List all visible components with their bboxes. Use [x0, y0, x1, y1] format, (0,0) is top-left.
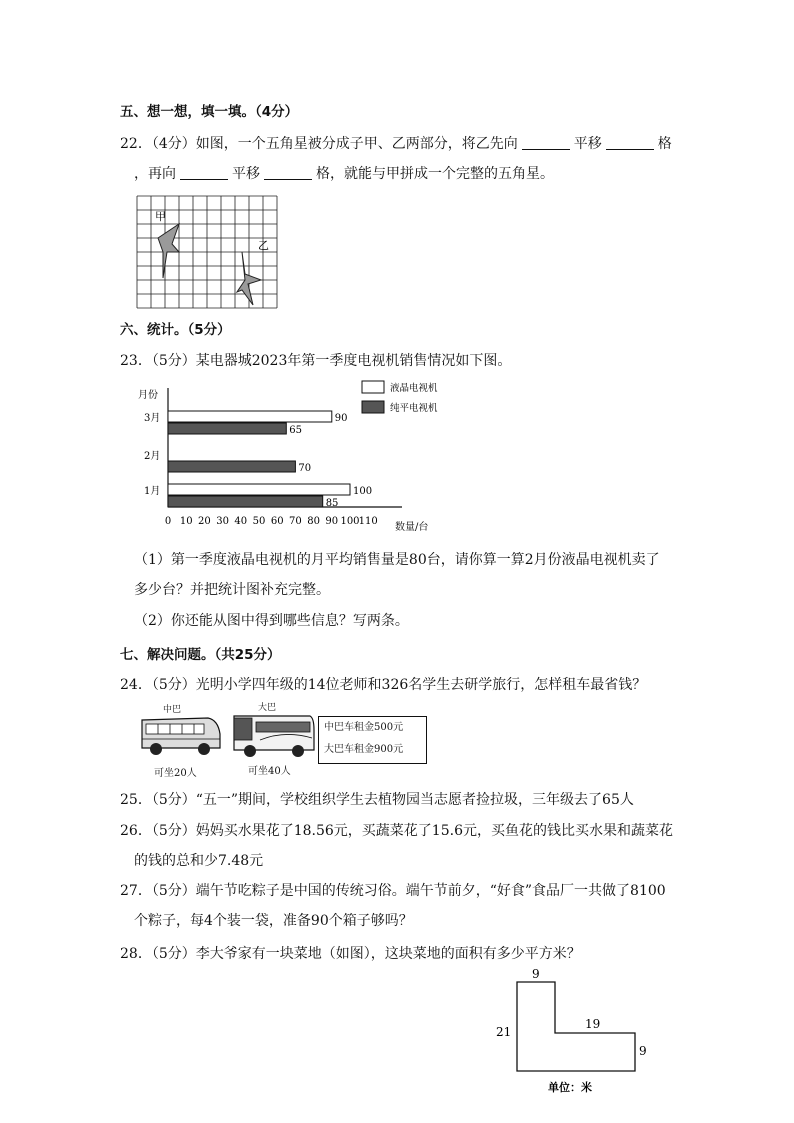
- label-jia: 甲: [155, 210, 166, 223]
- star-part-jia: [158, 224, 179, 278]
- rent-price-box: [318, 716, 427, 764]
- bar-value-lcd-1: 100: [353, 486, 373, 497]
- tv-sales-bar-chart: [134, 376, 454, 536]
- dim-middle: 19: [585, 1017, 601, 1031]
- rent-minibus: 中巴车租金500元: [324, 722, 404, 733]
- y-category-1: 1月: [144, 486, 161, 497]
- q28-stem: 28．（5分）李大爷家有一块菜地（如图），这块菜地的面积有多少平方米？: [120, 946, 581, 962]
- bar-lcd-1: [168, 484, 350, 495]
- bar-crt-3: [168, 423, 286, 434]
- q22-text-c: 格: [657, 136, 672, 152]
- q23-stem: 23．（5分）某电器城2023年第一季度电视机销售情况如下图。: [120, 353, 512, 369]
- x-tick-80: 80: [307, 516, 320, 527]
- q26-line1: 26．（5分）妈妈买水果花了18.56元，买蔬菜花了15.6元，买鱼花的钱比买水果和蔬菜花: [120, 823, 673, 839]
- dim-top: 9: [532, 967, 540, 981]
- coach-bus-icon: [230, 710, 316, 760]
- x-axis-label: 数量/台: [395, 522, 429, 533]
- x-tick-40: 40: [234, 516, 248, 527]
- bar-value-lcd-3: 90: [334, 413, 348, 424]
- legend-swatch-crt: [362, 401, 384, 413]
- x-tick-110: 110: [358, 516, 378, 527]
- l-shape-outline: [517, 982, 635, 1071]
- bar-crt-2: [168, 461, 295, 472]
- y-category-labels: [144, 412, 160, 497]
- legend-swatch-lcd: [362, 381, 384, 393]
- x-tick-70: 70: [289, 516, 302, 527]
- q22-blank-direction-2: [180, 165, 228, 180]
- bars: [168, 411, 372, 509]
- y-category-2: 2月: [144, 451, 161, 462]
- q27-line1: 27．（5分）端午节吃粽子是中国的传统习俗。端午节前夕，“好食”食品厂一共做了8100: [120, 883, 666, 899]
- q25-stem: 25．（5分）“五一”期间，学校组织学生去植物园当志愿者捡拉圾，三年级去了65人: [120, 792, 634, 808]
- q22-blank-steps-1: [606, 135, 654, 150]
- legend: [362, 381, 438, 414]
- label-yi: 乙: [258, 239, 269, 252]
- rent-coach: 大巴车租金900元: [324, 744, 404, 755]
- y-axis-label: 月份: [138, 390, 158, 401]
- bar-value-crt-3: 65: [289, 425, 303, 436]
- q24-stem: 24．（5分）光明小学四年级的14位老师和326名学生去研学旅行，怎样租车最省钱？: [120, 677, 647, 693]
- q22-text-d: ，再向: [134, 166, 176, 182]
- q27-line2: 个粽子，每4个装一袋，准备90个箱子够吗？: [134, 913, 413, 929]
- small-bus-label: 中巴: [163, 705, 182, 715]
- legend-label-lcd: 液晶电视机: [390, 383, 438, 394]
- q22-text-b: 平移: [573, 136, 602, 152]
- q22-line1: [120, 134, 672, 154]
- bar-crt-1: [168, 496, 323, 507]
- q28-l-shape-figure: [490, 962, 660, 1098]
- q22-blank-direction-1: [522, 135, 570, 150]
- q22-line2: [134, 164, 554, 184]
- q22-text-a: 22．（4分）如图，一个五角星被分成子甲、乙两部分，将乙先向: [120, 136, 518, 152]
- small-bus-capacity: 可坐20人: [154, 768, 197, 779]
- bar-value-crt-2: 70: [298, 463, 312, 474]
- x-tick-labels: [165, 516, 378, 527]
- q22-blank-steps-2: [264, 165, 312, 180]
- dim-left: 21: [496, 1025, 512, 1039]
- x-tick-50: 50: [252, 516, 266, 527]
- y-category-3: 3月: [144, 413, 161, 424]
- bar-lcd-3: [168, 411, 332, 422]
- section-6-title: 六、统计。（5分）: [120, 322, 231, 338]
- x-tick-0: 0: [164, 516, 172, 527]
- q22-text-e: 平移: [232, 166, 260, 182]
- big-bus-capacity: 可坐40人: [248, 766, 291, 777]
- q23-sub1-line1: （1）第一季度液晶电视机的月平均销售量是80台，请你算一算2月份液晶电视机卖了: [134, 552, 660, 568]
- x-tick-60: 60: [270, 516, 284, 527]
- legend-label-crt: 纯平电视机: [390, 403, 438, 414]
- x-tick-90: 90: [325, 516, 339, 527]
- x-tick-10: 10: [179, 516, 193, 527]
- q24-bus-figure: [130, 700, 450, 780]
- x-tick-100: 100: [340, 516, 360, 527]
- x-tick-20: 20: [198, 516, 211, 527]
- q26-line2: 的钱的总和少7.48元: [134, 853, 264, 869]
- q22-grid-figure: [135, 192, 285, 312]
- q23-sub1-line2: 多少台？并把统计图补充完整。: [134, 582, 330, 598]
- q23-sub2: （2）你还能从图中得到哪些信息？写两条。: [134, 613, 409, 629]
- section-7-title: 七、解决问题。（共25分）: [120, 647, 281, 663]
- q22-text-f: 格，就能与甲拼成一个完整的五角星。: [316, 166, 554, 182]
- x-tick-30: 30: [216, 516, 229, 527]
- bar-value-crt-1: 85: [325, 498, 339, 509]
- section-5-title: 五、想一想，填一填。（4分）: [120, 104, 299, 120]
- dim-right: 9: [639, 1044, 647, 1058]
- unit-label: 单位：米: [548, 1081, 592, 1094]
- minibus-icon: [138, 712, 222, 758]
- big-bus-label: 大巴: [258, 703, 277, 713]
